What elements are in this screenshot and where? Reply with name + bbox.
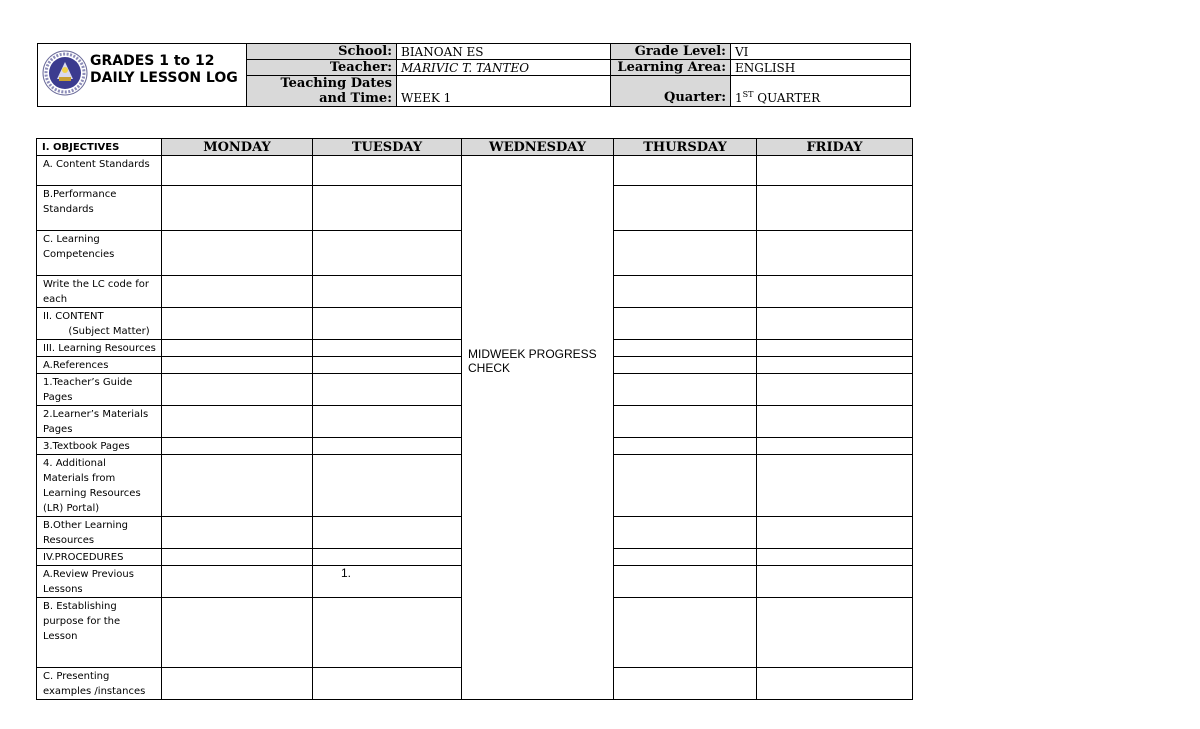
table-cell — [757, 598, 913, 668]
school-value: BIANOAN ES — [397, 44, 611, 60]
day-header-monday: MONDAY — [162, 139, 313, 156]
table-cell — [313, 276, 462, 308]
table-cell — [162, 549, 313, 566]
quarter-suffix: ST — [742, 90, 754, 99]
table-cell — [614, 276, 757, 308]
row-label-learning-competencies: C. Learning Competencies — [37, 231, 162, 276]
table-cell — [313, 438, 462, 455]
title-line-1: GRADES 1 to 12 — [90, 53, 215, 69]
school-label: School: — [247, 44, 397, 60]
table-cell — [162, 308, 313, 340]
table-cell — [757, 517, 913, 549]
table-cell — [614, 374, 757, 406]
header-table — [37, 43, 911, 107]
row-label-lc-code: Write the LC code for each — [37, 276, 162, 308]
row-label-review-lessons: A.Review Previous Lessons — [37, 566, 162, 598]
table-cell — [313, 406, 462, 438]
day-header-tuesday: TUESDAY — [313, 139, 462, 156]
row-label-establishing-purpose: B. Establishing purpose for the Lesson — [37, 598, 162, 668]
dates-label: Teaching Dates and Time: — [247, 76, 397, 107]
row-label-learners-materials: 2.Learner’s Materials Pages — [37, 406, 162, 438]
wednesday-column — [462, 156, 614, 700]
quarter-text: QUARTER — [753, 91, 821, 105]
table-cell — [614, 231, 757, 276]
table-cell — [614, 566, 757, 598]
table-cell — [162, 357, 313, 374]
row-label-content: II. CONTENT (Subject Matter) — [37, 308, 162, 340]
dates-value: WEEK 1 — [397, 76, 611, 107]
table-cell — [313, 357, 462, 374]
row-label-additional-materials: 4. Additional Materials from Learning Resources (LR) Portal) — [37, 455, 162, 517]
day-header-wednesday: WEDNESDAY — [462, 139, 614, 156]
table-cell — [614, 156, 757, 186]
row-label-procedures: IV.PROCEDURES — [37, 549, 162, 566]
table-cell — [162, 276, 313, 308]
table-cell — [162, 231, 313, 276]
table-cell — [313, 156, 462, 186]
table-cell — [757, 308, 913, 340]
table-cell — [313, 231, 462, 276]
table-cell — [757, 340, 913, 357]
table-cell — [313, 549, 462, 566]
day-header-friday: FRIDAY — [757, 139, 913, 156]
grade-level-label: Grade Level: — [611, 44, 731, 60]
table-cell — [162, 156, 313, 186]
learning-area-value: ENGLISH — [731, 60, 911, 76]
table-cell — [162, 186, 313, 231]
table-cell — [313, 566, 462, 598]
row-label-learning-resources: III. Learning Resources — [37, 340, 162, 357]
table-cell — [757, 276, 913, 308]
table-cell — [162, 598, 313, 668]
table-cell — [757, 549, 913, 566]
table-cell — [614, 340, 757, 357]
table-cell — [614, 668, 757, 700]
deped-seal-icon — [42, 50, 88, 96]
table-cell — [757, 374, 913, 406]
table-cell — [614, 549, 757, 566]
table-cell — [614, 357, 757, 374]
teacher-label: Teacher: — [247, 60, 397, 76]
row-label-presenting-examples: C. Presenting examples /instances — [37, 668, 162, 700]
table-cell — [162, 455, 313, 517]
table-cell — [757, 156, 913, 186]
table-cell — [757, 357, 913, 374]
lesson-log-table — [36, 138, 913, 700]
row-label-textbook-pages: 3.Textbook Pages — [37, 438, 162, 455]
table-cell — [614, 406, 757, 438]
table-cell — [313, 374, 462, 406]
row-label-teachers-guide: 1.Teacher’s Guide Pages — [37, 374, 162, 406]
table-cell — [757, 566, 913, 598]
objectives-header: I. OBJECTIVES — [37, 139, 162, 156]
table-cell — [614, 455, 757, 517]
learning-area-label: Learning Area: — [611, 60, 731, 76]
grade-level-value: VI — [731, 44, 911, 60]
table-cell — [614, 186, 757, 231]
table-cell — [313, 668, 462, 700]
table-cell — [757, 455, 913, 517]
table-cell — [162, 438, 313, 455]
row-label-other-resources: B.Other Learning Resources — [37, 517, 162, 549]
table-cell — [614, 598, 757, 668]
table-cell — [162, 566, 313, 598]
table-cell — [162, 406, 313, 438]
table-cell — [313, 308, 462, 340]
table-cell — [162, 340, 313, 357]
teacher-value: MARIVIC T. TANTEO — [397, 60, 611, 76]
table-cell — [313, 455, 462, 517]
table-cell — [162, 374, 313, 406]
table-cell — [162, 668, 313, 700]
table-cell — [757, 438, 913, 455]
midweek-progress-check-note: MIDWEEK PROGRESS CHECK — [468, 347, 597, 375]
title-cell — [38, 44, 247, 107]
table-cell — [313, 186, 462, 231]
day-header-thursday: THURSDAY — [614, 139, 757, 156]
table-cell — [614, 308, 757, 340]
row-label-content-standards: A. Content Standards — [37, 156, 162, 186]
table-cell — [757, 406, 913, 438]
table-cell — [162, 517, 313, 549]
quarter-number: 1 — [735, 91, 743, 105]
tuesday-review-item: 1. — [341, 566, 352, 580]
table-cell — [614, 517, 757, 549]
table-cell — [757, 186, 913, 231]
table-cell — [313, 340, 462, 357]
table-cell — [313, 517, 462, 549]
quarter-label: Quarter: — [611, 76, 731, 107]
row-label-performance-standards: B.Performance Standards — [37, 186, 162, 231]
table-cell — [313, 598, 462, 668]
table-cell — [757, 231, 913, 276]
table-cell — [614, 438, 757, 455]
row-label-references: A.References — [37, 357, 162, 374]
title-line-2: DAILY LESSON LOG — [90, 70, 238, 86]
table-cell — [757, 668, 913, 700]
quarter-value — [731, 76, 911, 107]
